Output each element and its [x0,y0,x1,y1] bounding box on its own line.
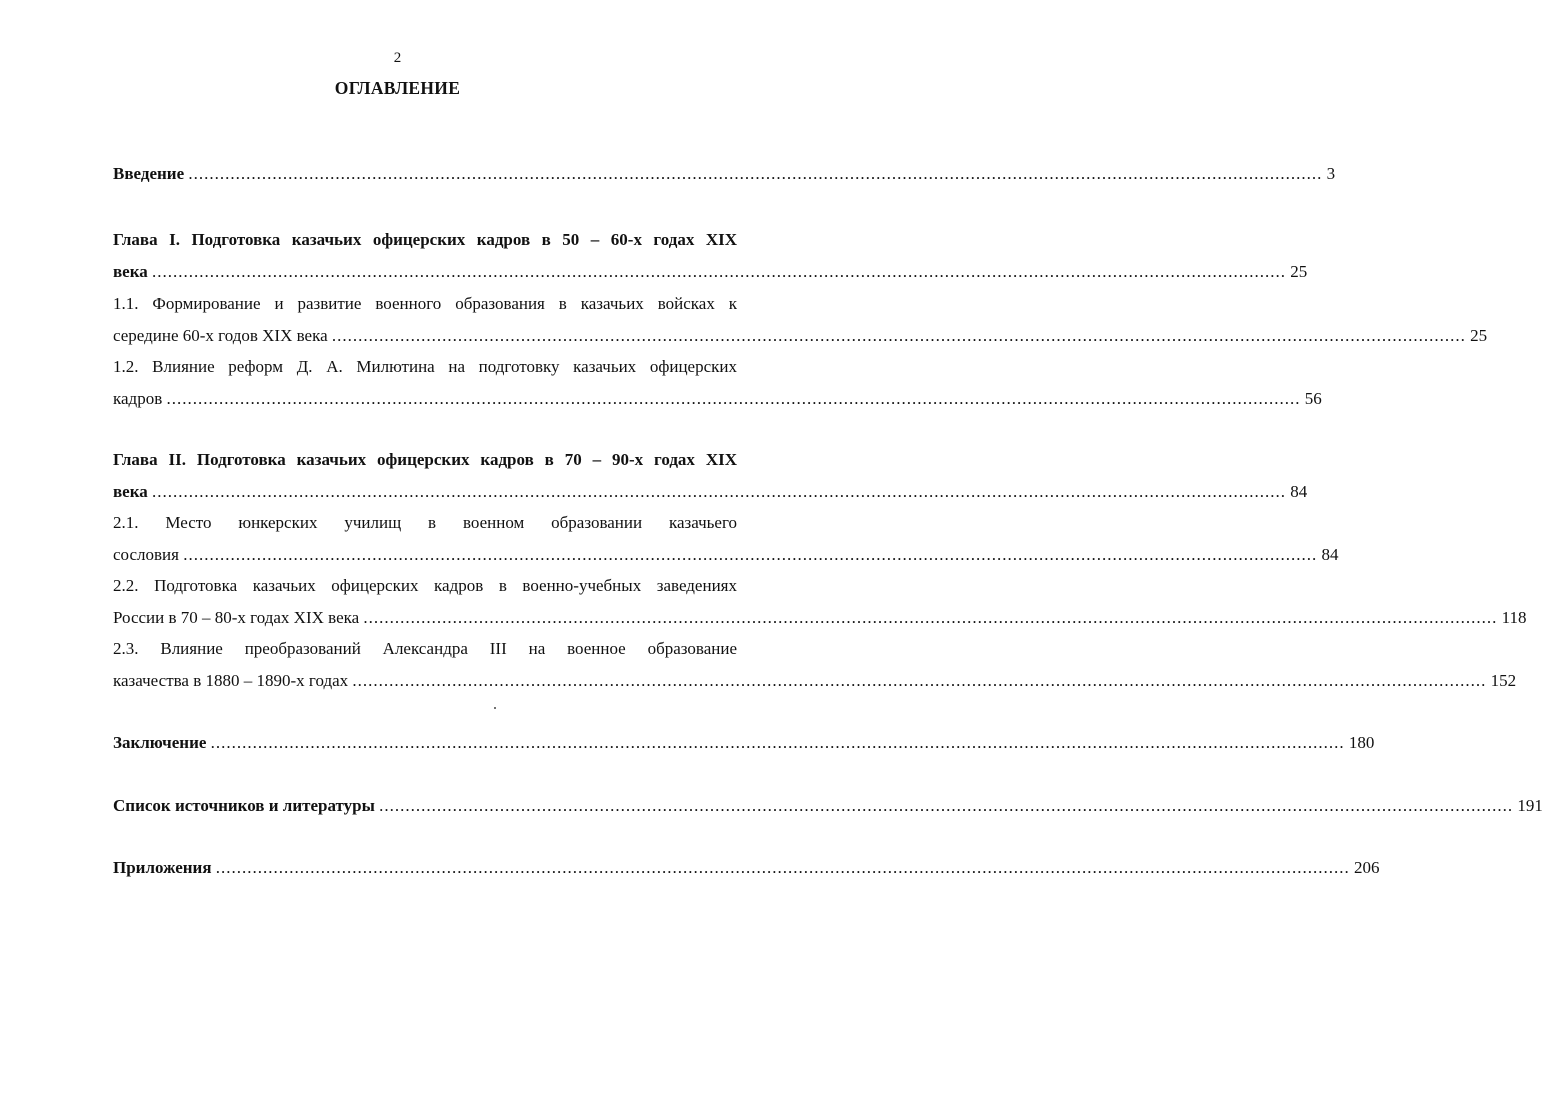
toc-line: 1.1. Формирование и развитие военного образования в казачьих войсках к [113,294,737,313]
toc-entry-label: века [113,262,148,281]
toc-line: 2.2. Подготовка казачьих офицерских кадров в военно-учебных заведениях [113,576,737,595]
toc-entry-chapter-2[interactable] [113,444,1308,508]
dot-leader [363,608,1497,627]
toc-line [113,383,1322,415]
dot-leader [211,733,1345,752]
toc-page-number: 3 [1326,164,1336,183]
toc-entry-label: Список источников и литературы [113,796,375,815]
toc-line [113,852,1380,884]
toc-line: 1.2. Влияние реформ Д. А. Милютина на подготовку казачьих офицерских [113,357,737,376]
toc-page-number: 118 [1501,608,1527,627]
toc-page-number: 25 [1290,262,1308,281]
toc-page-number: 84 [1290,482,1308,501]
toc-page-number: 25 [1470,326,1488,345]
toc-entry-section-2-3[interactable] [113,633,1517,697]
toc-line: Глава I. Подготовка казачьих офицерских кадров в 50 – 60-х годах XIX [113,230,737,249]
toc-page-number: 206 [1354,858,1380,877]
toc-entry-label: России в 70 – 80-х годах XIX века [113,608,360,627]
toc-entry-sources[interactable] [113,790,1543,822]
toc-entry-appendix[interactable] [113,852,1380,884]
toc-line [113,158,1336,190]
dot-leader [152,482,1286,501]
toc-entry-label: Введение [113,164,185,183]
toc-line: Глава II. Подготовка казачьих офицерских кадров в 70 – 90-х годах XIX [113,450,737,469]
toc-entry-section-1-1[interactable] [113,288,1488,352]
toc-line: 2.1. Место юнкерских училищ в военном образовании казачьего [113,513,737,532]
toc-page-number: 191 [1517,796,1543,815]
toc-line [113,602,1527,634]
dot-leader [183,545,1317,564]
toc-entry-label: кадров [113,389,163,408]
dot-leader [166,389,1300,408]
toc-entry-conclusion[interactable] [113,727,1375,759]
toc-entry-intro[interactable] [113,158,1336,190]
scan-speck [494,707,496,709]
dot-leader [152,262,1286,281]
toc-entry-label: Заключение [113,733,207,752]
page-number: 2 [393,50,402,66]
toc-line [113,665,1517,697]
toc-page-number: 152 [1490,671,1517,690]
page-title: ОГЛАВЛЕНИЕ [334,78,461,98]
toc-line: 2.3. Влияние преобразований Александра III на военное образование [113,639,737,658]
dot-leader [352,671,1486,690]
toc-entry-section-2-2[interactable] [113,570,1527,634]
dot-leader [216,858,1350,877]
toc-entry-label: казачества в 1880 – 1890-х годах [113,671,349,690]
dot-leader [332,326,1466,345]
toc-entry-section-1-2[interactable] [113,351,1322,415]
toc-line [113,790,1543,822]
toc-line [113,539,1339,571]
toc-page-number: 56 [1304,389,1322,408]
toc-line [113,256,1308,288]
dot-leader [188,164,1322,183]
toc-page-number: 84 [1321,545,1339,564]
toc-entry-label: века [113,482,148,501]
toc-line [113,727,1375,759]
toc-entry-section-2-1[interactable] [113,507,1339,571]
toc-entry-chapter-1[interactable] [113,224,1308,288]
toc-page-number: 180 [1348,733,1375,752]
toc-entry-label: середине 60-х годов XIX века [113,326,328,345]
toc-entry-label: Приложения [113,858,212,877]
dot-leader [379,796,1513,815]
toc-entry-label: сословия [113,545,179,564]
toc-line [113,476,1308,508]
toc-line [113,320,1488,352]
